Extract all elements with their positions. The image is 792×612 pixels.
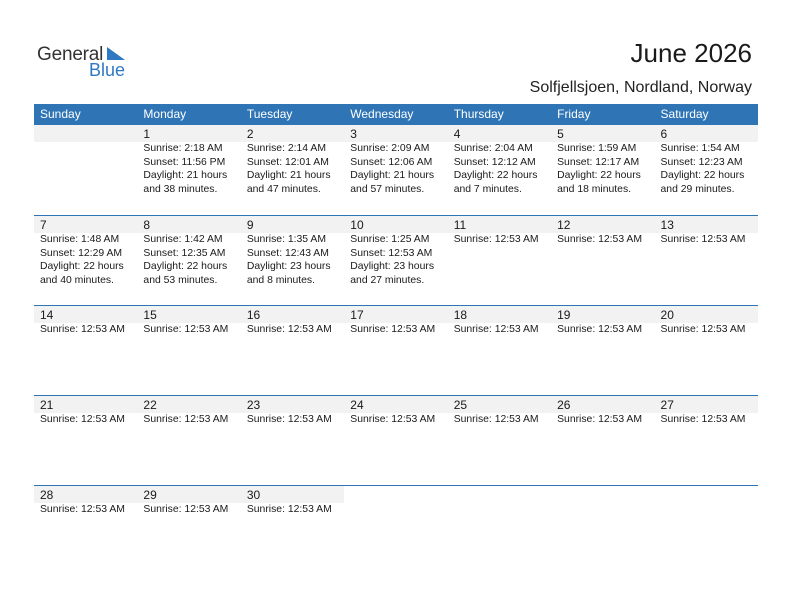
day-number <box>34 125 137 142</box>
day-info-line: Sunset: 11:56 PM <box>143 156 226 168</box>
day-number: 4 <box>448 125 551 142</box>
day-info-line: and 47 minutes. <box>246 183 321 195</box>
day-number: 28 <box>34 486 137 503</box>
day-info-line: Sunrise: 1:59 AM <box>557 143 637 154</box>
day-cell <box>241 486 344 576</box>
day-info-line: Sunrise: 12:53 AM <box>557 324 643 335</box>
location-subtitle: Solfjellsjoen, Nordland, Norway <box>529 79 752 96</box>
day-info <box>143 413 240 427</box>
day-info-line: Sunrise: 12:53 AM <box>40 324 125 335</box>
day-info-line: and 53 minutes. <box>143 274 218 286</box>
logo <box>37 44 137 80</box>
day-info-line: Sunrise: 2:09 AM <box>350 143 430 154</box>
day-number <box>448 486 551 503</box>
day-info <box>350 413 447 427</box>
day-info-line: Sunrise: 1:42 AM <box>143 234 223 245</box>
day-info <box>661 142 758 196</box>
day-number: 19 <box>551 306 654 323</box>
day-number: 3 <box>344 125 447 142</box>
weekday-wednesday: Wednesday <box>350 107 414 121</box>
day-info <box>661 413 758 427</box>
day-info-line: Sunrise: 12:53 AM <box>246 414 332 425</box>
day-cell <box>241 396 344 486</box>
weekday-thursday: Thursday <box>453 107 504 121</box>
day-info-line: Sunrise: 12:53 AM <box>660 324 746 335</box>
day-info <box>454 323 551 337</box>
day-cell <box>34 216 137 306</box>
day-number: 18 <box>448 306 551 323</box>
day-number: 10 <box>344 216 447 233</box>
day-number: 12 <box>551 216 654 233</box>
weekday-saturday: Saturday <box>660 107 709 121</box>
day-info <box>40 233 137 287</box>
day-info-line: Sunrise: 12:53 AM <box>40 414 125 425</box>
weekday-monday: Monday <box>143 107 187 121</box>
day-info-line: Sunset: 12:53 AM <box>350 247 433 259</box>
day-info-line: Sunrise: 12:53 AM <box>660 414 746 425</box>
day-cell <box>137 125 240 215</box>
day-info-line: Sunset: 12:12 AM <box>453 156 536 168</box>
day-cell <box>448 306 551 396</box>
day-cell <box>137 396 240 486</box>
day-info-line: and 7 minutes. <box>453 183 522 195</box>
day-info <box>557 233 654 247</box>
day-number: 25 <box>448 396 551 413</box>
day-info-line: Sunrise: 12:53 AM <box>246 504 332 515</box>
week-row <box>34 485 758 576</box>
day-cell <box>241 216 344 306</box>
day-cell <box>344 396 447 486</box>
day-cell <box>34 125 137 215</box>
day-cell <box>137 216 240 306</box>
day-info <box>454 233 551 247</box>
day-number: 27 <box>655 396 758 413</box>
day-info <box>350 233 447 287</box>
day-cell <box>241 125 344 215</box>
day-number: 2 <box>241 125 344 142</box>
day-info <box>40 413 137 427</box>
day-info <box>247 503 344 517</box>
day-info-line: Daylight: 22 hours <box>660 170 745 181</box>
week-row <box>34 305 758 396</box>
day-info-line: Sunrise: 2:04 AM <box>453 143 533 154</box>
day-info-line: Sunset: 12:17 AM <box>557 156 640 168</box>
day-number: 1 <box>137 125 240 142</box>
day-cell <box>34 486 137 576</box>
logo-text-general: General <box>37 44 104 65</box>
day-number: 14 <box>34 306 137 323</box>
day-number: 20 <box>655 306 758 323</box>
day-info-line: Sunrise: 12:53 AM <box>40 504 125 515</box>
day-info-line: Sunrise: 12:53 AM <box>660 234 746 245</box>
day-number <box>655 486 758 503</box>
day-info <box>661 323 758 337</box>
day-info-line: Sunrise: 1:35 AM <box>246 234 326 245</box>
day-number: 8 <box>137 216 240 233</box>
day-info-line: Sunrise: 12:53 AM <box>246 324 332 335</box>
day-number: 17 <box>344 306 447 323</box>
logo-triangle-icon <box>107 47 127 65</box>
day-cell <box>344 216 447 306</box>
day-number <box>344 486 447 503</box>
day-info <box>247 142 344 196</box>
day-info-line: Daylight: 22 hours <box>557 170 641 181</box>
day-info <box>557 142 654 196</box>
day-info-line: Daylight: 21 hours <box>246 170 331 181</box>
day-info-line: Sunrise: 1:48 AM <box>40 234 120 245</box>
day-info <box>143 233 240 287</box>
day-cell <box>551 216 654 306</box>
day-cell <box>241 306 344 396</box>
day-info-line: Sunset: 12:23 AM <box>660 156 743 168</box>
day-info-line: Sunset: 12:35 AM <box>143 247 226 259</box>
day-info-line: Sunset: 12:43 AM <box>246 247 329 259</box>
day-cell <box>34 306 137 396</box>
day-info <box>454 142 551 196</box>
day-cell <box>344 306 447 396</box>
day-info <box>557 323 654 337</box>
day-info <box>247 323 344 337</box>
day-info-line: and 18 minutes. <box>557 183 632 195</box>
day-info-line: Sunrise: 12:53 AM <box>143 324 229 335</box>
day-cell <box>551 396 654 486</box>
day-info <box>454 413 551 427</box>
day-cell <box>344 125 447 215</box>
day-info-line: Sunrise: 12:53 AM <box>557 234 643 245</box>
day-info-line: Sunrise: 12:53 AM <box>143 504 229 515</box>
day-info <box>40 503 137 517</box>
day-number: 30 <box>241 486 344 503</box>
day-cell <box>137 306 240 396</box>
day-number: 24 <box>344 396 447 413</box>
day-info-line: Sunrise: 12:53 AM <box>350 414 436 425</box>
day-info-line: Sunrise: 12:53 AM <box>143 414 229 425</box>
day-cell <box>655 486 758 576</box>
day-info-line: Daylight: 23 hours <box>350 261 435 272</box>
day-info-line: Daylight: 22 hours <box>453 170 538 181</box>
day-info <box>557 413 654 427</box>
weekday-tuesday: Tuesday <box>246 107 293 121</box>
day-cell <box>655 396 758 486</box>
day-info <box>350 142 447 196</box>
day-cell <box>551 306 654 396</box>
day-cell <box>448 125 551 215</box>
day-cell <box>344 486 447 576</box>
day-info-line: Daylight: 21 hours <box>350 170 435 181</box>
day-number: 9 <box>241 216 344 233</box>
day-cell <box>655 125 758 215</box>
day-info-line: Daylight: 22 hours <box>143 261 228 272</box>
day-info <box>247 413 344 427</box>
day-info-line: Sunrise: 2:14 AM <box>246 143 326 154</box>
day-info-line: Sunrise: 2:18 AM <box>143 143 223 154</box>
day-info-line: Daylight: 21 hours <box>143 170 228 181</box>
day-info-line: and 38 minutes. <box>143 183 218 195</box>
day-cell <box>448 396 551 486</box>
day-info-line: Daylight: 22 hours <box>40 261 124 272</box>
weekday-header <box>34 104 758 125</box>
day-number: 11 <box>448 216 551 233</box>
weekday-sunday: Sunday <box>40 107 81 121</box>
day-number: 15 <box>137 306 240 323</box>
day-cell <box>551 486 654 576</box>
day-info-line: Sunrise: 12:53 AM <box>557 414 643 425</box>
day-info-line: and 27 minutes. <box>350 274 425 286</box>
page-title: June 2026 <box>630 38 752 68</box>
day-info <box>661 233 758 247</box>
day-info-line: Sunrise: 1:54 AM <box>660 143 740 154</box>
day-number: 16 <box>241 306 344 323</box>
day-cell <box>655 216 758 306</box>
day-info-line: Sunset: 12:29 AM <box>40 247 123 259</box>
day-info <box>143 503 240 517</box>
day-info-line: Daylight: 23 hours <box>246 261 331 272</box>
day-cell <box>448 216 551 306</box>
day-info <box>350 323 447 337</box>
day-number: 7 <box>34 216 137 233</box>
day-number: 22 <box>137 396 240 413</box>
day-info-line: and 29 minutes. <box>660 183 735 195</box>
day-number: 5 <box>551 125 654 142</box>
day-cell <box>655 306 758 396</box>
day-number: 6 <box>655 125 758 142</box>
day-cell <box>448 486 551 576</box>
logo-text-blue: Blue <box>89 60 126 80</box>
day-info-line: Sunrise: 12:53 AM <box>453 414 539 425</box>
day-number: 23 <box>241 396 344 413</box>
day-info-line: and 57 minutes. <box>350 183 425 195</box>
day-cell <box>551 125 654 215</box>
day-info-line: and 40 minutes. <box>40 274 114 286</box>
day-info-line: Sunrise: 1:25 AM <box>350 234 430 245</box>
week-row <box>34 395 758 486</box>
day-number: 29 <box>137 486 240 503</box>
day-info <box>40 323 137 337</box>
day-info <box>143 323 240 337</box>
day-info-line: Sunrise: 12:53 AM <box>453 324 539 335</box>
day-info-line: and 8 minutes. <box>246 274 316 286</box>
week-row <box>34 215 758 306</box>
day-number: 21 <box>34 396 137 413</box>
day-cell <box>34 396 137 486</box>
day-number: 26 <box>551 396 654 413</box>
weekday-friday: Friday <box>557 107 591 121</box>
day-info-line: Sunrise: 12:53 AM <box>350 324 436 335</box>
day-cell <box>137 486 240 576</box>
day-info-line: Sunset: 12:01 AM <box>246 156 329 168</box>
day-number <box>551 486 654 503</box>
week-row <box>34 125 758 215</box>
day-info-line: Sunrise: 12:53 AM <box>453 234 539 245</box>
day-info <box>247 233 344 287</box>
day-info <box>143 142 240 196</box>
day-number: 13 <box>655 216 758 233</box>
day-info-line: Sunset: 12:06 AM <box>350 156 433 168</box>
